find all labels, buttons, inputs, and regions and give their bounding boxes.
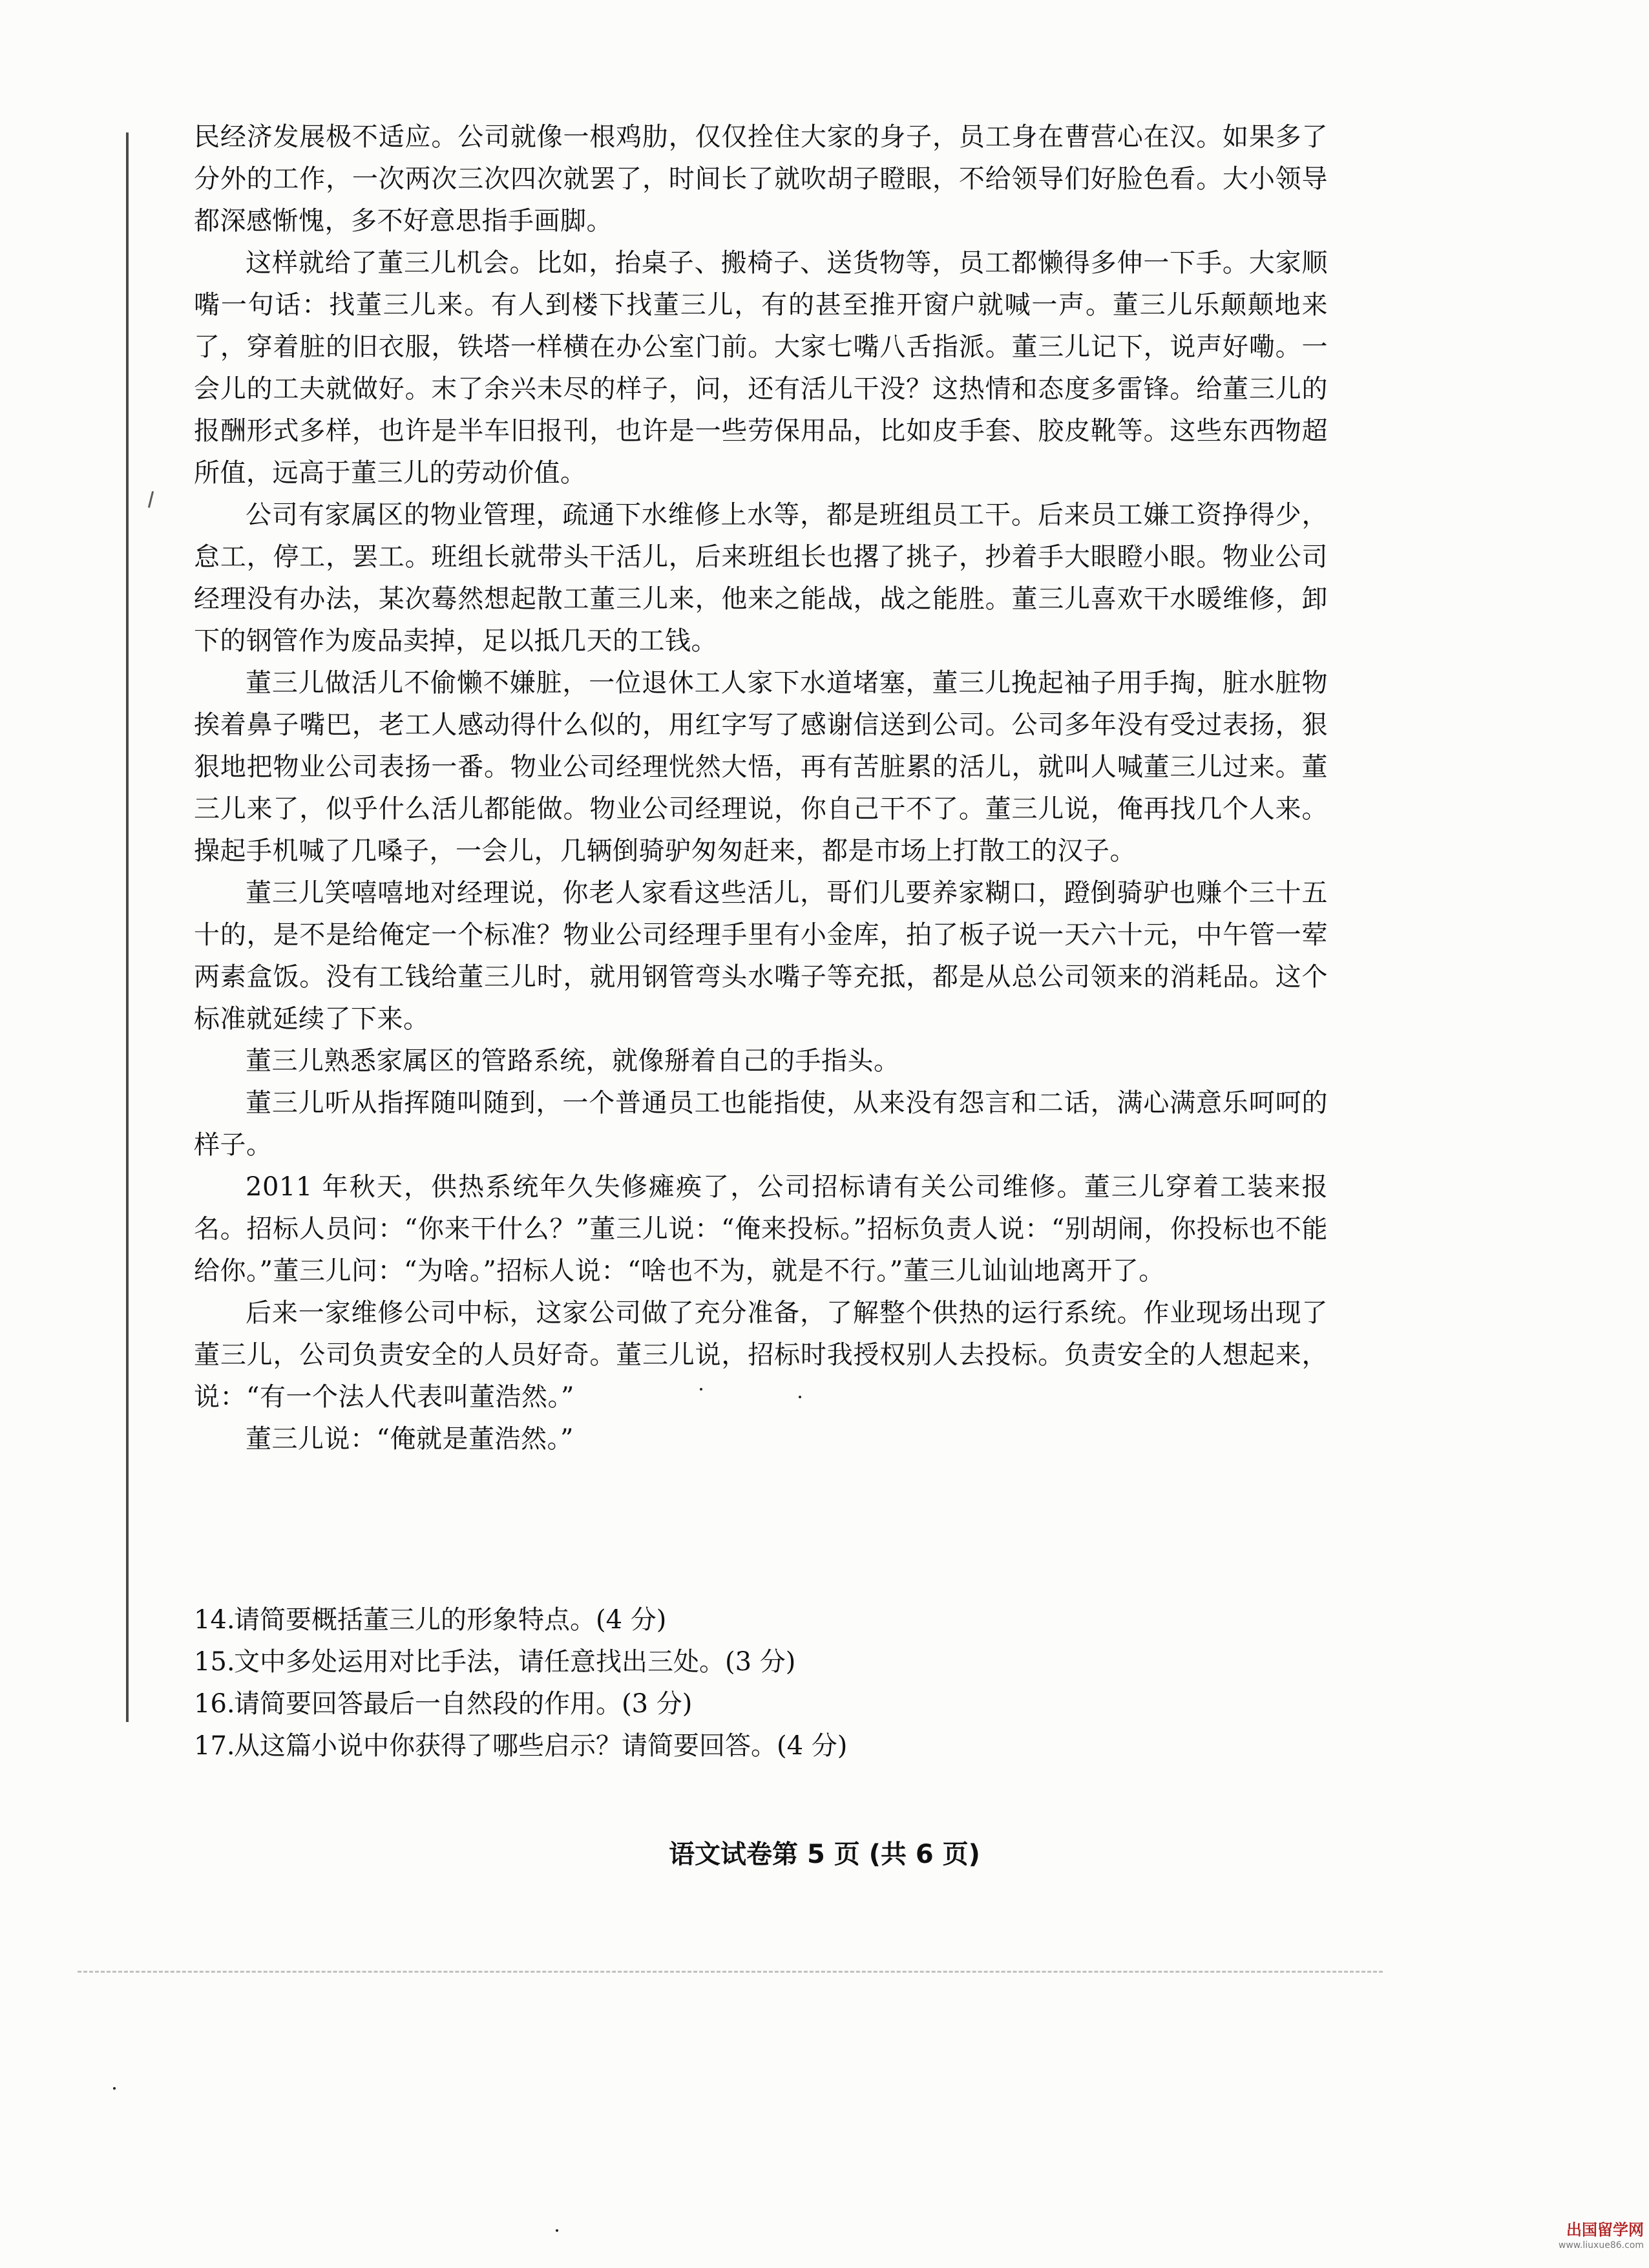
question-number: 16. [194, 1689, 235, 1719]
question-text: 请简要概括董三儿的形象特点。(4 分) [234, 1605, 667, 1635]
watermark-url: www.liuxue86.com [1558, 2240, 1644, 2251]
paragraph: 民经济发展极不适应。公司就像一根鸡肋，仅仅拴住大家的身子，员工身在曹营心在汉。如果多了分外的工作，一次两次三次四次就罢了，时间长了就吹胡子瞪眼，不给领导们好脸色看。大小领导都深感惭愧，多不好意思指手画脚。 [194, 122, 1328, 236]
site-watermark [1547, 2220, 1644, 2260]
watermark-name: 出国留学网 [1566, 2221, 1644, 2239]
page-footer: 语文试卷第 5 页 (共 6 页) [669, 1840, 980, 1869]
question-number: 17. [194, 1731, 235, 1761]
question-text: 文中多处运用对比手法，请任意找出三处。(3 分) [234, 1647, 796, 1677]
question-text: 请简要回答最后一自然段的作用。(3 分) [234, 1689, 693, 1719]
paragraph: 公司有家属区的物业管理，疏通下水维修上水等，都是班组员工干。后来员工嫌工资挣得少，怠工，停工，罢工。班组长就带头干活儿，后来班组长也撂了挑子，抄着手大眼瞪小眼。物业公司经理没有办法，某次蓦然想起散工董三儿来，他来之能战，战之能胜。董三儿喜欢干水暖维修，卸下的钢管作为废品卖掉，足以抵几天的工钱。 [194, 500, 1328, 656]
paragraph: 这样就给了董三儿机会。比如，抬桌子、搬椅子、送货物等，员工都懒得多伸一下手。大家顺嘴一句话：找董三儿来。有人到楼下找董三儿，有的甚至推开窗户就喊一声。董三儿乐颠颠地来了，穿着脏的旧衣服，铁塔一样横在办公室门前。大家七嘴八舌指派。董三儿记下，说声好嘞。一会儿的工夫就做好。末了余兴未尽的样子，问，还有活儿干没？这热情和态度多雷锋。给董三儿的报酬形式多样，也许是半车旧报刊，也许是一些劳保用品，比如皮手套、胶皮靴等。这些东西物超所值，远高于董三儿的劳动价值。 [194, 248, 1328, 488]
question-item [194, 1683, 1328, 1725]
question-item [194, 1725, 1328, 1767]
question-item [194, 1599, 1328, 1641]
paragraph: 董三儿熟悉家属区的管路系统，就像掰着自己的手指头。 [246, 1046, 900, 1076]
paragraph: 董三儿笑嘻嘻地对经理说，你老人家看这些活儿，哥们儿要养家糊口，蹬倒骑驴也赚个三十五十的，是不是给俺定一个标准？物业公司经理手里有小金库，拍了板子说一天六十元，中午管一荤两素盒饭。没有工钱给董三儿时，就用钢管弯头水嘴子等充抵，都是从总公司领来的消耗品。这个标准就延续了下来。 [194, 878, 1328, 1034]
paragraph: 董三儿听从指挥随叫随到，一个普通员工也能指使，从来没有怨言和二话，满心满意乐呵呵的样子。 [194, 1088, 1328, 1160]
paragraph: 董三儿做活儿不偷懒不嫌脏，一位退休工人家下水道堵塞，董三儿挽起袖子用手掏，脏水脏物挨着鼻子嘴巴，老工人感动得什么似的，用红字写了感谢信送到公司。公司多年没有受过表扬，狠狠地把物业公司表扬一番。物业公司经理恍然大悟，再有苦脏累的活儿，就叫人喊董三儿过来。董三儿来了，似乎什么活儿都能做。物业公司经理说，你自己干不了。董三儿说，俺再找几个人来。操起手机喊了几嗓子，一会儿，几辆倒骑驴匆匆赶来，都是市场上打散工的汉子。 [194, 668, 1328, 866]
margin-mark [148, 491, 154, 508]
scan-speck [799, 1396, 801, 1398]
scan-speck [556, 2229, 558, 2232]
paragraph: 2011 年秋天，供热系统年久失修瘫痪了，公司招标请有关公司维修。董三儿穿着工装来报名。招标人员问：“你来干什么？”董三儿说：“俺来投标。”招标负责人说：“别胡闹，你投标也不能给你。”董三儿问：“为啥。”招标人说：“啥也不为，就是不行。”董三儿讪讪地离开了。 [194, 1172, 1328, 1286]
question-item [194, 1641, 1328, 1683]
question-number: 14. [194, 1605, 235, 1635]
scan-speck [113, 2087, 116, 2090]
scan-speck [700, 1388, 702, 1391]
scan-artifact-line [78, 1971, 1383, 1973]
question-number: 15. [194, 1647, 235, 1677]
question-text: 从这篇小说中你获得了哪些启示？请简要回答。(4 分) [234, 1731, 848, 1761]
binding-margin-line [126, 132, 129, 1722]
question-list [194, 1599, 1328, 1767]
paragraph: 董三儿说：“俺就是董浩然。” [246, 1424, 574, 1454]
story-text [194, 116, 1328, 1460]
paragraph: 后来一家维修公司中标，这家公司做了充分准备，了解整个供热的运行系统。作业现场出现了董三儿，公司负责安全的人员好奇。董三儿说，招标时我授权别人去投标。负责安全的人想起来，说：“有一个法人代表叫董浩然。” [194, 1298, 1328, 1412]
